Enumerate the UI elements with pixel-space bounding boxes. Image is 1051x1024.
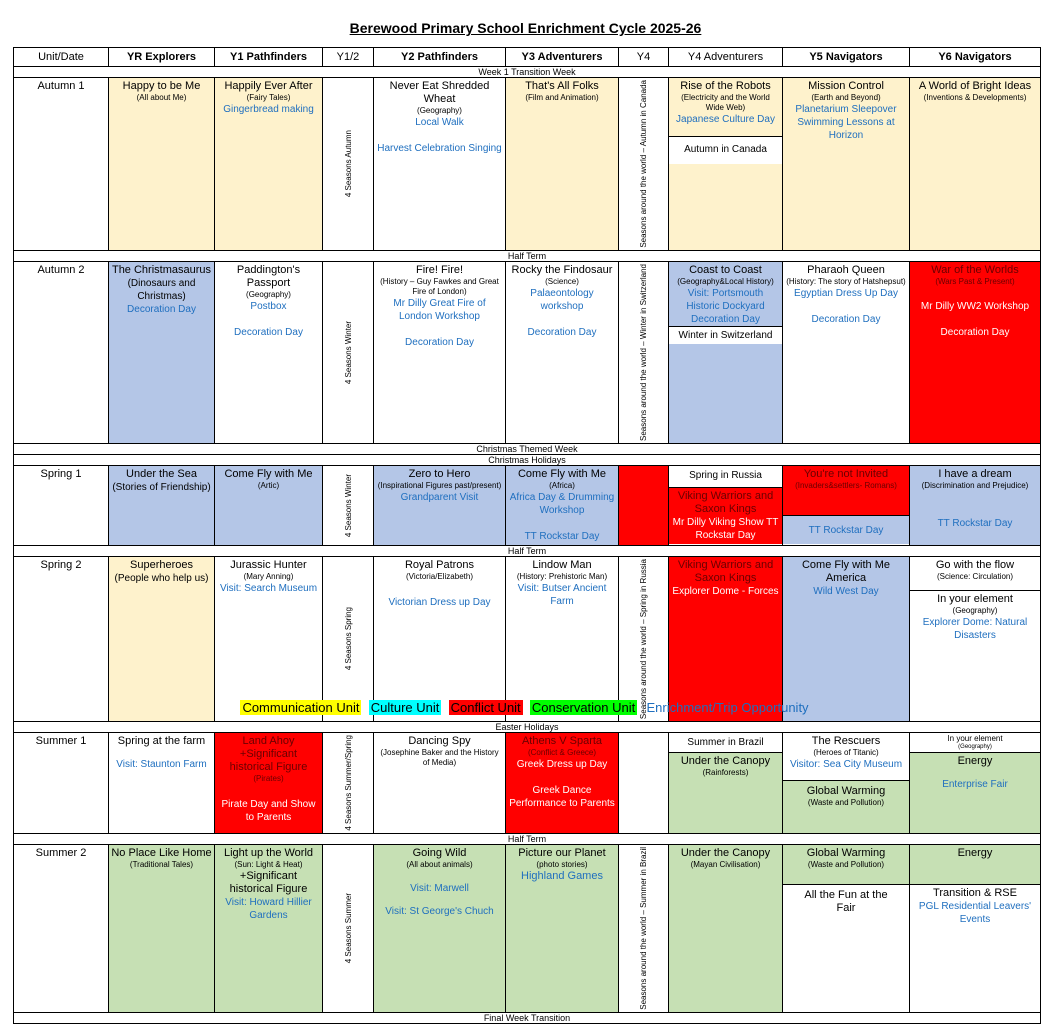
row-summer-2 <box>14 844 1041 1012</box>
unit-title: Global Warming <box>806 784 886 797</box>
unit-subtitle: (Geography) <box>952 605 998 615</box>
enrichment: Greek Dress up Day <box>516 758 608 770</box>
enrichment: Mr Dilly WW2 Workshop <box>920 300 1030 312</box>
cell <box>109 465 215 545</box>
unit-title: Coast to Coast <box>689 263 762 276</box>
col-unit-date: Unit/Date <box>14 48 109 67</box>
unit-title: You're not Invited <box>803 467 889 480</box>
cell <box>506 844 619 1012</box>
unit-subtitle: (Conflict & Greece) <box>527 747 597 757</box>
cell <box>215 78 323 251</box>
cell <box>783 261 910 443</box>
sub-cell: Summer in Brazil <box>669 733 782 753</box>
unit-subtitle: (Rainforests) <box>702 767 749 777</box>
unit-title: That's All Folks <box>525 80 599 92</box>
unit-title: I have a dream <box>938 467 1012 480</box>
legend-conservation: Conservation Unit <box>531 700 636 715</box>
cell <box>323 556 374 721</box>
unit-title: Come Fly with Me <box>517 467 607 480</box>
cell <box>669 465 783 545</box>
cell <box>910 732 1041 833</box>
unit-subtitle: (Mayan Civilisation) <box>690 859 761 869</box>
cell <box>374 78 506 251</box>
unit-title: Rise of the Robots <box>680 80 771 92</box>
unit-title: Picture our Planet <box>518 846 606 859</box>
unit-title: Come Fly with Me <box>224 467 313 480</box>
seasons-label: Seasons around the world – Summer in Brazil <box>639 846 648 1010</box>
cell <box>506 732 619 833</box>
sub-cell: Spring in Russia <box>669 466 782 488</box>
unit-subtitle: (Inspirational Figures past/present) <box>377 480 502 490</box>
enrichment-table <box>13 47 1041 1024</box>
cell <box>669 732 783 833</box>
cell <box>619 732 669 833</box>
cell <box>910 844 1041 1012</box>
enrichment: Visitor: Sea City Museum <box>789 758 903 770</box>
unit-title: Going Wild <box>412 846 467 859</box>
unit-subtitle: (Geography) <box>246 289 291 299</box>
enrichment: Gingerbread making <box>223 104 314 115</box>
seasons-label: Seasons around the world – Autumn in Canada <box>639 80 648 248</box>
unit-title: Paddington's Passport <box>236 263 301 289</box>
seasons-label: 4 Seasons Winter <box>343 473 353 537</box>
unit-title: Jurassic Hunter <box>230 558 307 571</box>
cell <box>506 261 619 443</box>
enrichment: Mr Dilly Great Fire of London Workshop <box>393 297 486 322</box>
separator: Half Term <box>14 545 1041 556</box>
legend-communication: Communication Unit <box>242 700 360 715</box>
unit-title: Spring at the farm <box>117 734 206 747</box>
cell <box>910 78 1041 251</box>
unit-title: No Place Like Home <box>111 846 212 859</box>
unit-subtitle: (Stories of Friendship) <box>112 481 211 493</box>
unit-title: Viking Warriors and Saxon Kings <box>677 558 774 584</box>
enrichment: Decoration Day <box>811 313 881 325</box>
unit-subtitle: (All about Me) <box>136 93 187 102</box>
unit-title: War of the Worlds <box>931 263 1019 276</box>
unit-subtitle: (Inventions & Developments) <box>923 93 1027 102</box>
cell <box>783 556 910 721</box>
unit-title: In your element <box>947 733 1003 743</box>
unit-title: Global Warming <box>806 846 886 859</box>
enrichment: Wild West Day <box>813 585 879 597</box>
enrichment: TT Rockstar Day <box>937 517 1013 529</box>
unit-subtitle: (Pirates) <box>253 773 284 783</box>
header-row <box>14 48 1041 67</box>
unit-subtitle: (Wars Past & Present) <box>935 276 1015 286</box>
cell <box>619 78 669 251</box>
cell <box>783 732 910 833</box>
cell <box>910 261 1041 443</box>
separator: Half Term <box>14 250 1041 261</box>
legend-enrichment: Enrichment/Trip Opportunity <box>646 700 809 715</box>
col-y4: Y4 <box>619 48 669 67</box>
cell <box>619 844 669 1012</box>
unit-subtitle: (Geography&Local History) <box>677 276 774 286</box>
row-label: Spring 1 <box>14 465 109 545</box>
cell <box>109 261 215 443</box>
col-y1: Y1 Pathfinders <box>215 48 323 67</box>
cell <box>215 732 323 833</box>
enrichment: Visit: Search Museum <box>219 582 318 594</box>
unit-subtitle: (People who help us) <box>114 572 209 584</box>
unit-subtitle: (Electricity and the World Wide Web) <box>681 93 770 112</box>
col-y6: Y6 Navigators <box>910 48 1041 67</box>
enrichment: Enterprise Fair <box>942 778 1008 790</box>
separator: Easter Holidays <box>14 721 1041 732</box>
unit-subtitle: (Geography) <box>958 743 992 750</box>
unit-subtitle: (photo stories) <box>536 859 588 869</box>
unit-title: Dancing Spy <box>408 734 471 747</box>
enrichment: PGL Residential Leavers' Events <box>918 900 1032 925</box>
seasons-label: 4 Seasons Summer <box>343 892 353 964</box>
row-label: Summer 2 <box>14 844 109 1012</box>
row-spring-1 <box>14 465 1041 545</box>
enrichment: Decoration Day <box>405 336 474 348</box>
unit-subtitle: (Science: Circulation) <box>936 571 1014 581</box>
separator: Final Week Transition <box>14 1012 1041 1023</box>
cell <box>506 465 619 545</box>
cell <box>506 78 619 251</box>
enrichment: Decoration Day <box>127 303 196 315</box>
seasons-label: 4 Seasons Autumn <box>343 130 353 198</box>
enrichment: Visit: Portsmouth Historic Dockyard Decoration Day <box>686 287 765 325</box>
unit-subtitle: (Waste and Pollution) <box>807 859 885 869</box>
unit-subtitle: (Heroes of Titanic) <box>813 747 879 757</box>
cell <box>215 261 323 443</box>
enrichment: Egyptian Dress Up Day <box>794 287 898 299</box>
cell <box>374 261 506 443</box>
enrichment: Victorian Dress up Day <box>388 596 491 608</box>
cell <box>669 78 783 251</box>
separator: Half Term <box>14 833 1041 844</box>
cell <box>323 844 374 1012</box>
cell <box>374 732 506 833</box>
enrichment: TT Rockstar Day <box>524 530 600 542</box>
unit-title: Happily Ever After <box>224 80 313 92</box>
unit-subtitle: (Josephine Baker and the History of Media) <box>380 747 499 767</box>
enrichment: Grandparent Visit <box>400 491 479 503</box>
cell <box>619 556 669 721</box>
cell <box>215 844 323 1012</box>
unit-title-2: Transition & RSE <box>933 886 1017 899</box>
enrichment: Palaeontology workshop <box>530 287 594 312</box>
unit-title: Under the Canopy <box>680 846 771 859</box>
unit-title: Never Eat Shredded Wheat <box>389 80 490 105</box>
unit-subtitle: (Sun: Light & Heat) <box>234 859 303 869</box>
cell <box>506 556 619 721</box>
cell <box>669 261 783 443</box>
unit-title: Rocky the Findosaur <box>511 263 613 276</box>
unit-subtitle: (History: Prehistoric Man) <box>516 571 608 581</box>
legend <box>0 700 1051 715</box>
enrichment: Visit: Marwell <box>410 882 469 894</box>
cell <box>215 556 323 721</box>
col-y12: Y1/2 <box>323 48 374 67</box>
unit-title: Under the Canopy <box>680 754 771 767</box>
seasons-label: Seasons around the world – Winter in Switzerland <box>639 263 648 441</box>
col-y5: Y5 Navigators <box>783 48 910 67</box>
separator: Week 1 Transition Week <box>14 67 1041 78</box>
unit-title: Energy <box>957 754 993 767</box>
unit-title: Light up the World <box>223 846 314 859</box>
unit-subtitle: (Africa) <box>549 480 575 490</box>
seasons-label: Seasons around the world – Spring in Russia <box>639 558 648 719</box>
cell <box>783 78 910 251</box>
cell <box>374 556 506 721</box>
legend-conflict: Conflict Unit <box>450 700 521 715</box>
sub-cell: Autumn in Canada <box>669 136 782 164</box>
col-y4a: Y4 Adventurers <box>669 48 783 67</box>
enrichment: Mr Dilly Viking Show TT Rockstar Day <box>672 516 779 541</box>
separator: Christmas Holidays <box>14 454 1041 465</box>
cell <box>109 732 215 833</box>
unit-subtitle: (Invaders&settlers- Romans) <box>795 480 897 490</box>
unit-subtitle: (Fairy Tales) <box>246 93 291 102</box>
unit-subtitle: (History – Guy Fawkes and Great Fire of London) <box>380 276 499 296</box>
legend-culture: Culture Unit <box>370 700 440 715</box>
cell <box>109 78 215 251</box>
unit-title: Zero to Hero <box>408 467 471 480</box>
cell <box>619 261 669 443</box>
col-y2: Y2 Pathfinders <box>374 48 506 67</box>
cell <box>323 465 374 545</box>
enrichment: Explorer Dome - Forces <box>672 585 779 597</box>
unit-title: The Rescuers <box>811 734 881 747</box>
enrichment: Explorer Dome: Natural Disasters <box>922 616 1028 641</box>
unit-title: Come Fly with Me America <box>801 558 891 584</box>
unit-title: Royal Patrons <box>404 558 475 571</box>
col-y3: Y3 Adventurers <box>506 48 619 67</box>
seasons-label: 4 Seasons Summer/Spring <box>343 734 353 831</box>
page-title: Berewood Primary School Enrichment Cycle 2025-26 <box>349 20 702 36</box>
row-summer-1 <box>14 732 1041 833</box>
enrichment: Japanese Culture Day <box>676 114 775 125</box>
unit-title: Land Ahoy +Significant historical Figure <box>229 734 308 773</box>
unit-title: The Christmasaurus <box>111 263 212 276</box>
cell <box>323 78 374 251</box>
cell <box>374 465 506 545</box>
cell <box>374 844 506 1012</box>
row-label: Spring 2 <box>14 556 109 721</box>
unit-subtitle: (History: The story of Hatshepsut) <box>786 276 906 286</box>
enrichment: Planetarium Sleepover Swimming Lessons at Horizon <box>795 104 897 141</box>
enrichment: Visit: Staunton Farm <box>116 758 207 770</box>
row-autumn-2 <box>14 261 1041 443</box>
enrichment: Decoration Day <box>234 326 303 338</box>
unit-subtitle: (Geography) <box>417 106 462 115</box>
unit-subtitle: (Traditional Tales) <box>129 859 194 869</box>
enrichment: Visit: Howard Hillier Gardens <box>225 896 312 921</box>
unit-title: Athens V Sparta <box>521 734 603 747</box>
enrichment: Africa Day & Drumming Workshop <box>509 491 615 516</box>
unit-subtitle: (Earth and Beyond) <box>811 93 881 102</box>
enrichment: Decoration Day <box>940 326 1010 338</box>
seasons-label: 4 Seasons Winter <box>343 320 353 384</box>
enrichment: Pirate Day and Show to Parents <box>221 798 316 823</box>
enrichment: Highland Games <box>521 869 603 882</box>
cell <box>910 556 1041 721</box>
row-spring-2 <box>14 556 1041 721</box>
seasons-label: 4 Seasons Spring <box>343 607 353 671</box>
unit-title: Mission Control <box>808 80 884 92</box>
unit-subtitle: (Film and Animation) <box>525 93 599 102</box>
cell <box>323 732 374 833</box>
row-label: Autumn 1 <box>14 78 109 251</box>
unit-subtitle: (All about animals) <box>406 859 473 869</box>
unit-title: In your element <box>937 592 1013 605</box>
enrichment: Local Walk <box>415 117 464 128</box>
row-autumn-1 <box>14 78 1041 251</box>
unit-title: Pharaoh Queen <box>807 263 885 276</box>
enrichment: TT Rockstar Day <box>808 524 884 536</box>
sub-cell: Winter in Switzerland <box>669 326 782 344</box>
enrichment: Harvest Celebration Singing <box>377 143 502 154</box>
cell <box>215 465 323 545</box>
unit-title: Fire! Fire! <box>415 263 464 276</box>
cell <box>910 465 1041 545</box>
unit-title: Under the Sea <box>126 467 197 480</box>
unit-title: Go with the flow <box>935 558 1015 571</box>
unit-subtitle: (Waste and Pollution) <box>807 797 885 807</box>
col-yr: YR Explorers <box>109 48 215 67</box>
cell <box>619 465 669 545</box>
unit-title: Lindow Man <box>532 558 592 571</box>
enrichment: Greek Dance Performance to Parents <box>509 784 615 809</box>
row-label: Autumn 2 <box>14 261 109 443</box>
unit-title-2: +Significant historical Figure <box>229 869 308 895</box>
enrichment: Postbox <box>250 300 287 312</box>
unit-subtitle: (Dinosaurs and Christmas) <box>127 277 196 302</box>
cell <box>323 261 374 443</box>
cell <box>669 844 783 1012</box>
unit-title: Viking Warriors and Saxon Kings <box>677 489 774 515</box>
unit-subtitle: (Discrimination and Prejudice) <box>921 480 1029 490</box>
unit-title: Energy <box>957 846 993 859</box>
unit-title: A World of Bright Ideas <box>918 80 1032 92</box>
unit-title: Superheroes <box>130 558 193 571</box>
separator: Christmas Themed Week <box>14 443 1041 454</box>
unit-subtitle: (Victoria/Elizabeth) <box>406 571 473 581</box>
cell <box>669 556 783 721</box>
unit-title-2: All the Fun at the Fair <box>804 888 888 914</box>
unit-subtitle: (Artic) <box>257 480 280 490</box>
cell <box>109 844 215 1012</box>
cell <box>783 844 910 1012</box>
unit-title: Happy to be Me <box>122 80 201 92</box>
row-label: Summer 1 <box>14 732 109 833</box>
enrichment: Visit: St George's Chuch <box>385 905 494 917</box>
enrichment: Visit: Butser Ancient Farm <box>517 582 607 607</box>
enrichment: Decoration Day <box>527 326 597 338</box>
cell <box>783 465 910 545</box>
unit-subtitle: (Science) <box>545 276 579 286</box>
cell <box>109 556 215 721</box>
unit-subtitle: (Mary Anning) <box>243 571 294 581</box>
